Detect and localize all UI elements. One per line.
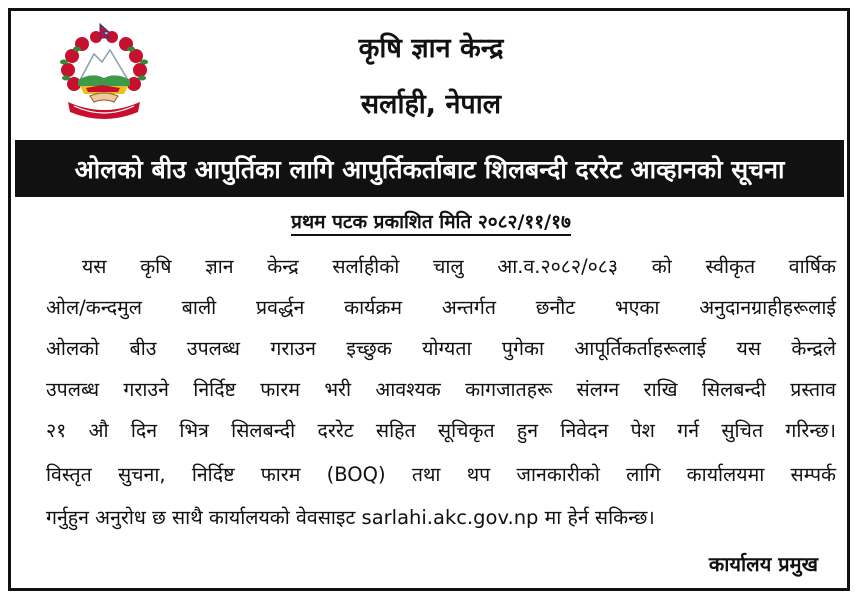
body-line-4: उपलब्ध गराउने निर्दिष्ट फारम भरी आवश्यक कागजातहरू संलग्न राखि सिलबन्दी प्रस्ताव xyxy=(46,378,836,401)
body-line-7: गर्नुहुन अनुरोध छ साथै कार्यालयको वेवसाइट sarlahi.akc.gov.np मा हेर्न सकिन्छ। xyxy=(46,506,655,529)
body-line-5: २१ औ दिन भित्र सिलबन्दी दररेट सहित सूचिकृत हुन निवेदन पेश गर्न सुचित गरिन्छ। xyxy=(46,419,836,442)
published-date-text: प्रथम पटक प्रकाशित मिति २०८२/११/१७ xyxy=(291,211,571,236)
published-date xyxy=(0,208,862,234)
body-line-1: यस कृषि ज्ञान केन्द्र सर्लाहीको चालु आ.व.२०८२/०८३ को स्वीकृत वार्षिक xyxy=(82,255,836,278)
notice-title: ओलको बीउ आपुर्तिका लागि आपुर्तिकर्ताबाट शिलबन्दी दररेट आव्हानको सूचना xyxy=(15,140,844,197)
body-line-3: ओलको बीउ उपलब्ध गराउन इच्छुक योग्यता पुगेका आपूर्तिकर्ताहरूलाई यस केन्द्रले xyxy=(46,337,836,360)
office-name: कृषि ज्ञान केन्द्र xyxy=(358,33,504,64)
office-location: सर्लाही, नेपाल xyxy=(360,89,502,120)
signatory: कार्यालय प्रमुख xyxy=(708,552,818,576)
body-line-6: विस्तृत सुचना, निर्दिष्ट फारम (BOQ) तथा थप जानकारीको लागि कार्यालयमा सम्पर्क xyxy=(46,463,836,486)
body-line-2: ओल/कन्दमुल बाली प्रवर्द्धन कार्यक्रम अन्तर्गत छनौट भएका अनुदानग्राहीहरूलाई xyxy=(46,296,836,319)
